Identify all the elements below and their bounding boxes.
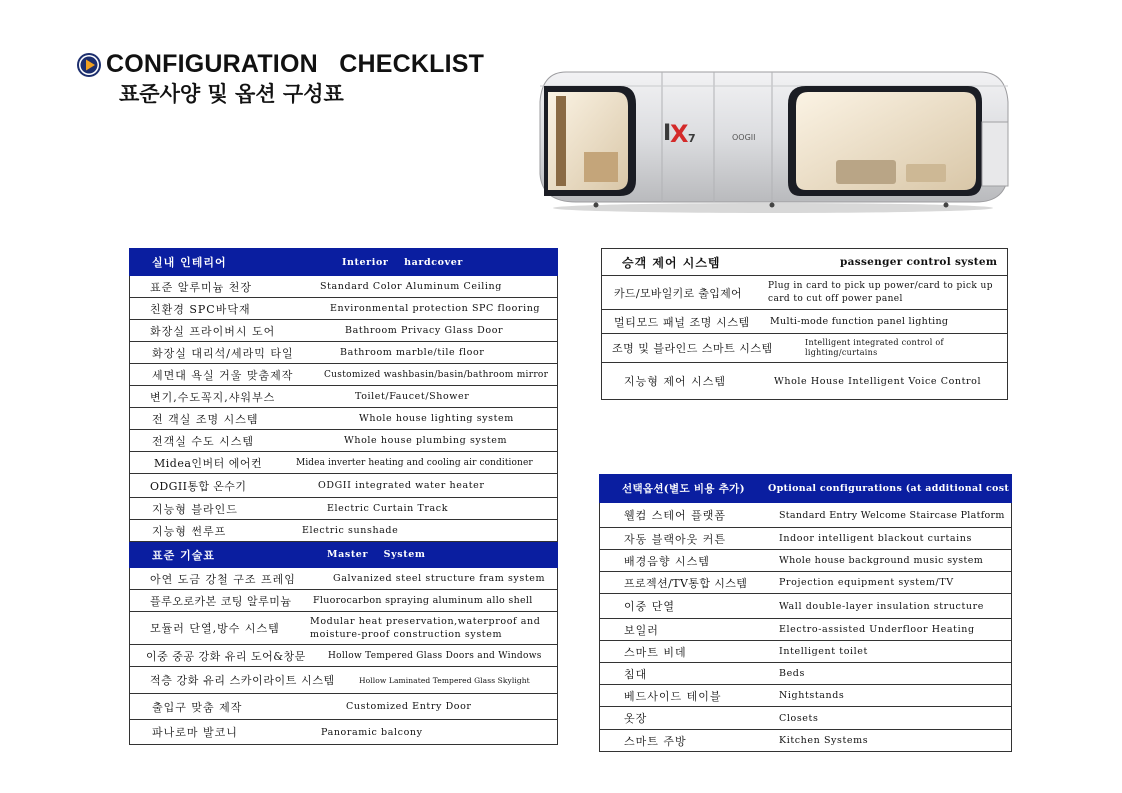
table-row: [130, 590, 558, 612]
row-label-en: Intelligent toilet: [779, 646, 868, 657]
table-row: [130, 408, 558, 430]
row-label-ko: 화장실 프라이버시 도어: [150, 324, 276, 338]
table-row: [130, 498, 558, 520]
table-row: [600, 663, 1012, 685]
row-label-en: Panoramic balcony: [321, 726, 423, 738]
row-label-ko: 파나로마 발코니: [152, 726, 238, 739]
svg-text:7: 7: [688, 132, 696, 145]
svg-text:X: X: [670, 120, 689, 148]
table-row: [130, 612, 558, 645]
row-label-en: Projection equipment system/TV: [779, 577, 954, 588]
row-label-ko: 베드사이드 테이블: [624, 689, 722, 703]
table-row: [130, 568, 558, 590]
row-label-en: Plug in card to pick up power/card to pick up card to cut off power panel: [768, 280, 993, 304]
table-row: [600, 572, 1012, 594]
interior-title-ko: 실내 인테리어: [152, 256, 227, 269]
table-row: [600, 503, 1012, 528]
row-label-en: Environmental protection SPC flooring: [330, 303, 541, 314]
interior-title-en: Interior hardcover: [342, 256, 463, 268]
row-label-en: Customized Entry Door: [346, 701, 472, 712]
row-label-en: Midea inverter heating and cooling air conditioner: [296, 457, 533, 468]
table-row: [130, 342, 558, 364]
table-row: [130, 364, 558, 386]
row-label-en: Nightstands: [779, 690, 845, 701]
row-label-ko: 모듈러 단열,방수 시스템: [150, 622, 280, 635]
table-row: [600, 641, 1012, 663]
row-label-en: Customized washbasin/basin/bathroom mirror: [324, 369, 549, 380]
row-label-en: Whole House Intelligent Voice Control: [774, 375, 982, 387]
master-title-en: Master System: [327, 549, 426, 560]
table-row: [602, 363, 1008, 400]
table-row: [600, 528, 1012, 550]
row-label-ko: 표준 알루미늄 천장: [150, 280, 253, 294]
interior-header: [130, 249, 558, 276]
page-subtitle: 표준사양 및 옵션 구성표: [119, 81, 344, 106]
row-label-en: Indoor intelligent blackout curtains: [779, 533, 972, 544]
row-label-en: Whole house plumbing system: [344, 435, 508, 446]
capsule-house-photo: [536, 62, 1010, 214]
table-row: [602, 310, 1008, 334]
passenger-header: [602, 249, 1008, 276]
optional-title-ko: 선택옵션(별도 비용 추가): [622, 483, 745, 495]
row-label-ko: ODGII통합 온수기: [150, 479, 247, 493]
row-label-ko: 지능형 제어 시스템: [624, 375, 727, 388]
optional-title-en: Optional configurations (at additional cost: [768, 483, 1010, 494]
page-title: CONFIGURATION CHECKLIST: [106, 50, 485, 78]
row-label-ko: 이중 단열: [624, 600, 676, 613]
row-label-en: Closets: [779, 712, 819, 724]
table-row: [130, 645, 558, 667]
interior-master-table: [129, 248, 558, 745]
optional-config-table: [599, 474, 1012, 752]
table-row: [600, 619, 1012, 641]
master-title-ko: 표준 기술표: [152, 548, 215, 562]
row-label-en: Galvanized steel structure fram system: [333, 573, 546, 584]
row-label-ko: 플루오로카본 코팅 알루미늄: [150, 594, 292, 608]
svg-text:I: I: [663, 121, 672, 146]
table-row: [130, 667, 558, 694]
row-label-ko: 카드/모바일키로 출입제어: [614, 286, 742, 300]
row-label-ko: 화장실 대리석/세라믹 타일: [152, 346, 294, 360]
row-label-en: Hollow Laminated Tempered Glass Skylight: [359, 675, 530, 685]
row-label-en: Electro-assisted Underfloor Heating: [779, 624, 975, 635]
row-label-ko: 지능형 블라인드: [152, 502, 238, 516]
row-label-ko: 옷장: [624, 712, 648, 725]
row-label-ko: 적층 강화 유리 스카이라이트 시스템: [150, 674, 335, 687]
row-label-en: Bathroom marble/tile floor: [340, 347, 485, 358]
passenger-title-en: passenger control system: [840, 256, 998, 268]
optional-header: [600, 475, 1012, 503]
table-row: [130, 276, 558, 298]
row-label-ko: 웰컴 스테어 플랫폼: [624, 509, 727, 522]
row-label-en: Modular heat preservation,waterproof and moisture-proof construction system: [310, 616, 541, 640]
row-label-en: Standard Color Aluminum Ceiling: [320, 281, 502, 292]
row-label-ko: 멀티모드 패널 조명 시스템: [614, 315, 750, 329]
row-label-en: Beds: [779, 668, 805, 679]
row-label-ko: 지능형 썬루프: [152, 524, 227, 538]
row-label-en: Bathroom Privacy Glass Door: [345, 325, 504, 336]
table-row: [130, 474, 558, 498]
table-row: [600, 550, 1012, 572]
row-label-en: Multi-mode function panel lighting: [770, 316, 949, 327]
row-label-ko: 전객실 수도 시스템: [152, 434, 255, 448]
photo-logo-text: OOGII: [732, 133, 756, 142]
row-label-ko: 전 객실 조명 시스템: [152, 412, 259, 426]
table-row: [600, 730, 1012, 752]
table-row: [600, 707, 1012, 730]
table-row: [600, 685, 1012, 707]
row-label-en: Electric sunshade: [302, 525, 399, 536]
row-label-ko: 조명 및 블라인드 스마트 시스템: [612, 342, 773, 355]
table-row: [130, 452, 558, 474]
table-row: [130, 520, 558, 542]
table-row: [130, 298, 558, 320]
row-label-ko: 출입구 맞춤 제작: [152, 700, 243, 714]
row-label-en: Electric Curtain Track: [327, 503, 449, 514]
row-label-ko: 스마트 주방: [624, 734, 687, 748]
passenger-control-table: [601, 248, 1008, 400]
row-label-en: Whole house background music system: [779, 555, 984, 566]
row-label-en: Hollow Tempered Glass Doors and Windows: [328, 650, 542, 661]
row-label-ko: 스마트 비데: [624, 645, 687, 659]
passenger-title-ko: 승객 제어 시스템: [622, 255, 721, 270]
play-circle-icon: [76, 52, 102, 78]
row-label-en: Toilet/Faucet/Shower: [355, 391, 470, 402]
row-label-ko: 침대: [624, 667, 648, 681]
row-label-en: Kitchen Systems: [779, 735, 869, 746]
table-row: [602, 276, 1008, 310]
row-label-ko: 프로젝션/TV통합 시스템: [624, 576, 748, 590]
row-label-ko: 아연 도금 강철 구조 프레임: [150, 572, 296, 586]
row-label-en: ODGII integrated water heater: [318, 480, 485, 491]
row-label-ko: 변기,수도꼭지,샤워부스: [150, 390, 276, 404]
row-label-ko: 친환경 SPC바닥재: [150, 302, 251, 316]
table-row: [602, 334, 1008, 363]
master-header: [130, 542, 558, 568]
row-label-ko: 이중 중공 강화 유리 도어&창문: [146, 649, 306, 663]
table-row: [130, 430, 558, 452]
row-label-en: Whole house lighting system: [359, 413, 514, 424]
row-label-en: Fluorocarbon spraying aluminum allo shell: [313, 595, 533, 606]
row-label-ko: 자동 블랙아웃 커튼: [624, 532, 727, 546]
row-label-en: Intelligent integrated control of lighting/curtains: [805, 338, 944, 357]
row-label-ko: 보일러: [624, 623, 659, 637]
table-row: [600, 594, 1012, 619]
table-row: [130, 720, 558, 745]
row-label-ko: Midea인버터 에어컨: [154, 456, 263, 470]
row-label-ko: 배경음향 시스템: [624, 554, 710, 568]
table-row: [130, 694, 558, 720]
table-row: [130, 320, 558, 342]
row-label-en: Standard Entry Welcome Staircase Platform: [779, 509, 1005, 521]
row-label-ko: 세면대 욕실 거울 맞춤제작: [152, 368, 294, 382]
table-row: [130, 386, 558, 408]
row-label-en: Wall double-layer insulation structure: [779, 600, 984, 612]
